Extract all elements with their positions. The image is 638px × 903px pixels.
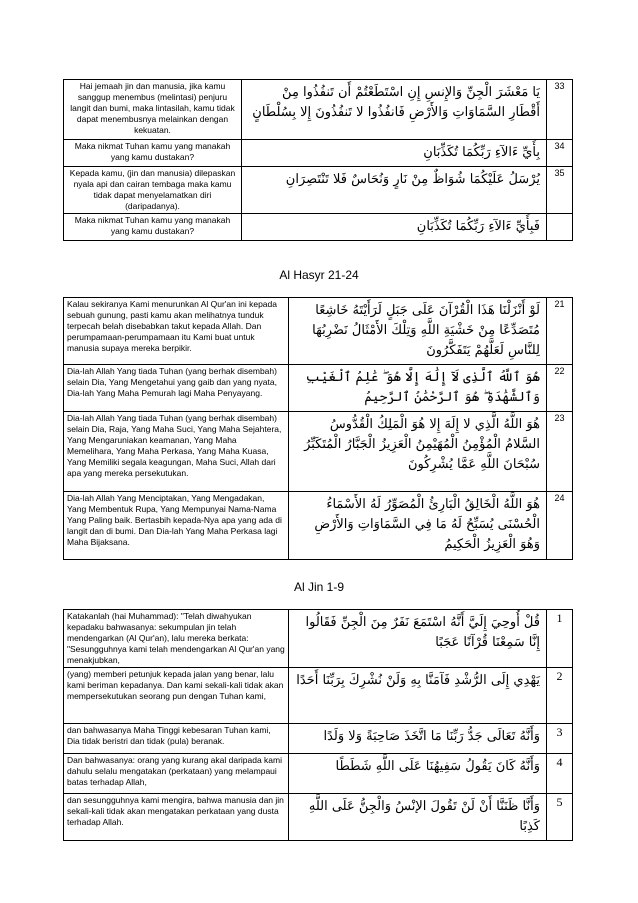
translation-cell: Kalau sekiranya Kami menurunkan Al Qur'an ini kepada sebuah gunung, pasti kamu akan melihatnya tunduk terpecah belah disebabkan takut kepada Allah. Dan perumpamaan-perumpamaan itu Kami buat untuk manusia supaya mereka berpikir. [64,298,289,365]
translation-cell: Maka nikmat Tuhan kamu yang manakah yang kamu dustakan? [64,214,242,241]
table-row [64,298,573,365]
verse-number: 22 [547,365,573,412]
verse-number: 35 [547,167,573,214]
arabic-cell: وَأَنَّهُ تَعَالَى جَدُّ رَبِّنَا مَا اتَّخَذَ صَاحِبَةً وَلا وَلَدًا [289,724,547,754]
verse-number: 1 [547,610,573,668]
translation-cell: Dia-lah Allah Yang tiada Tuhan (yang berhak disembah) selain Dia, Yang Mengetahui yang gaib dan yang nyata, Dia-lah Yang Maha Pemurah lagi Maha Penyayang. [64,365,289,412]
arabic-cell: يَا مَعْشَرَ الْجِنِّ وَالإِنسِ إِنِ اسْتَطَعْتُمْ أَن تَنفُذُوا مِنْ أَقْطَارِ السَّمَاوَاتِ وَالأَرْضِ فَانفُذُوا لا تَنفُذُونَ إِلا بِسُلْطَانٍ [242,80,547,140]
table-row [64,754,573,794]
arabic-cell: هُوَ ٱللَّهُ ٱلَّذِى لَآ إِلَٰهَ إِلَّا هُوَ ۖ عَٰلِمُ ٱلْغَيْبِ وَٱلشَّهَٰدَةِ ۖ هُوَ ٱلرَّحْمَٰنُ ٱلرَّحِيمُ [289,365,547,412]
section-title-al-hasyr: Al Hasyr 21-24 [279,268,359,282]
table-row [64,214,573,241]
verse-number [547,214,573,241]
translation-cell: Dia-lah Allah Yang tiada Tuhan (yang berhak disembah) selain Dia, Raja, Yang Maha Suci, Yang Maha Sejahtera, Yang Mengaruniakan keamanan, Yang Maha Memelihara, Yang Maha Perkasa, Yang Maha Kuasa, Yang Memiliki segala keagungan, Maha Suci, Allah dari apa yang mereka persekutukan. [64,412,289,492]
verse-number: 21 [547,298,573,365]
arabic-cell: فَبِأَيِّ ءَالآءِ رَبِّكُمَا تُكَذِّبَانِ [242,214,547,241]
arabic-cell: وَأَنَّهُ كَانَ يَقُولُ سَفِيهُنَا عَلَى اللَّهِ شَطَطًا [289,754,547,794]
verse-number: 4 [547,754,573,794]
table-row [64,140,573,167]
section-title-al-jin: Al Jin 1-9 [293,580,345,594]
table-row [64,724,573,754]
verse-number: 2 [547,668,573,724]
arabic-cell: قُلْ أُوحِيَ إِلَيَّ أَنَّهُ اسْتَمَعَ نَفَرٌ مِنَ الْجِنِّ فَقَالُوا إِنَّا سَمِعْنَا قُرْآنًا عَجَبًا [289,610,547,668]
translation-cell: (yang) memberi petunjuk kepada jalan yang benar, lalu kami beriman kepadanya. Dan kami sekali-kali tidak akan mempersekutukan seorang pun dengan Tuhan kami, [64,668,289,724]
arabic-cell: وَأَنَّا ظَنَنَّا أَنْ لَنْ تَقُولَ الإنْسُ وَالْجِنُّ عَلَى اللَّهِ كَذِبًا [289,794,547,841]
table-row [64,668,573,724]
translation-cell: dan sesungguhnya kami mengira, bahwa manusia dan jin sekali-kali tidak akan mengatakan perkataan yang dusta terhadap Allah. [64,794,289,841]
translation-cell: Kepada kamu, (jin dan manusia) dilepaskan nyala api dan cairan tembaga maka kamu tidak dapat menyelamatkan diri (daripadanya). [64,167,242,214]
verse-table-al-jin [63,609,573,841]
arabic-cell: هُوَ اللَّهُ الْخَالِقُ الْبَارِئُ الْمُصَوِّرُ لَهُ الأَسْمَاءُ الْحُسْنَى يُسَبِّحُ لَهُ مَا فِي السَّمَاوَاتِ وَالأَرْضِ وَهُوَ الْعَزِيزُ الْحَكِيمُ [289,492,547,560]
translation-cell: Dan bahwasanya: orang yang kurang akal daripada kami dahulu selalu mengatakan (perkataan) yang melampaui batas terhadap Allah, [64,754,289,794]
verse-number: 34 [547,140,573,167]
arabic-cell: بِأَيِّ ءَالآءِ رَبِّكُمَا تُكَذِّبَانِ [242,140,547,167]
arabic-cell: يَهْدِي إِلَى الرُّشْدِ فَآمَنَّا بِهِ وَلَنْ نُشْرِكَ بِرَبِّنَا أَحَدًا [289,668,547,724]
table-row [64,610,573,668]
translation-cell: Hai jemaah jin dan manusia, jika kamu sanggup menembus (melintasi) penjuru langit dan bumi, maka lintasilah, kamu tidak dapat menembusnya melainkan dengan kekuatan. [64,80,242,140]
arabic-cell: لَوْ أَنْزَلْنَا هَذَا الْقُرْآنَ عَلَى جَبَلٍ لَرَأَيْتَهُ خَاشِعًا مُتَصَدِّعًا مِنْ خَشْيَةِ اللَّهِ وَتِلْكَ الأَمْثَالُ نَضْرِبُهَا لِلنَّاسِ لَعَلَّهُمْ يَتَفَكَّرُونَ [289,298,547,365]
translation-cell: Katakanlah (hai Muhammad): "Telah diwahyukan kepadaku bahwasanya: sekumpulan jin telah mendengarkan (Al Qur'an), lalu mereka berkata: "Sesungguhnya kami telah mendengarkan Al Qur'an yang menakjubkan, [64,610,289,668]
table-row [64,412,573,492]
verse-table-al-hasyr [63,297,573,560]
table-row [64,365,573,412]
verse-table-ar-rahman [63,79,573,241]
verse-number: 3 [547,724,573,754]
translation-cell: dan bahwasanya Maha Tinggi kebesaran Tuhan kami, Dia tidak beristri dan tidak (pula) beranak. [64,724,289,754]
translation-cell: Maka nikmat Tuhan kamu yang manakah yang kamu dustakan? [64,140,242,167]
verse-number: 33 [547,80,573,140]
arabic-cell: هُوَ اللَّهُ الَّذِي لا إِلَهَ إِلا هُوَ الْمَلِكُ الْقُدُّوسُ السَّلامُ الْمُؤْمِنُ الْمُهَيْمِنُ الْعَزِيزُ الْجَبَّارُ الْمُتَكَبِّرُ سُبْحَانَ اللَّهِ عَمَّا يُشْرِكُونَ [289,412,547,492]
table-row [64,80,573,140]
verse-number: 24 [547,492,573,560]
translation-cell: Dia-lah Allah Yang Menciptakan, Yang Mengadakan, Yang Membentuk Rupa, Yang Mempunyai Nama-Nama Yang Paling baik. Bertasbih kepada-Nya apa yang ada di langit dan di bumi. Dan Dia-lah Yang Maha Perkasa lagi Maha Bijaksana. [64,492,289,560]
table-row [64,167,573,214]
table-row [64,492,573,560]
verse-number: 5 [547,794,573,841]
table-row [64,794,573,841]
verse-number: 23 [547,412,573,492]
arabic-cell: يُرْسَلُ عَلَيْكُمَا شُوَاظٌ مِنْ نَارٍ وَنُحَاسٌ فَلا تَنْتَصِرَانِ [242,167,547,214]
